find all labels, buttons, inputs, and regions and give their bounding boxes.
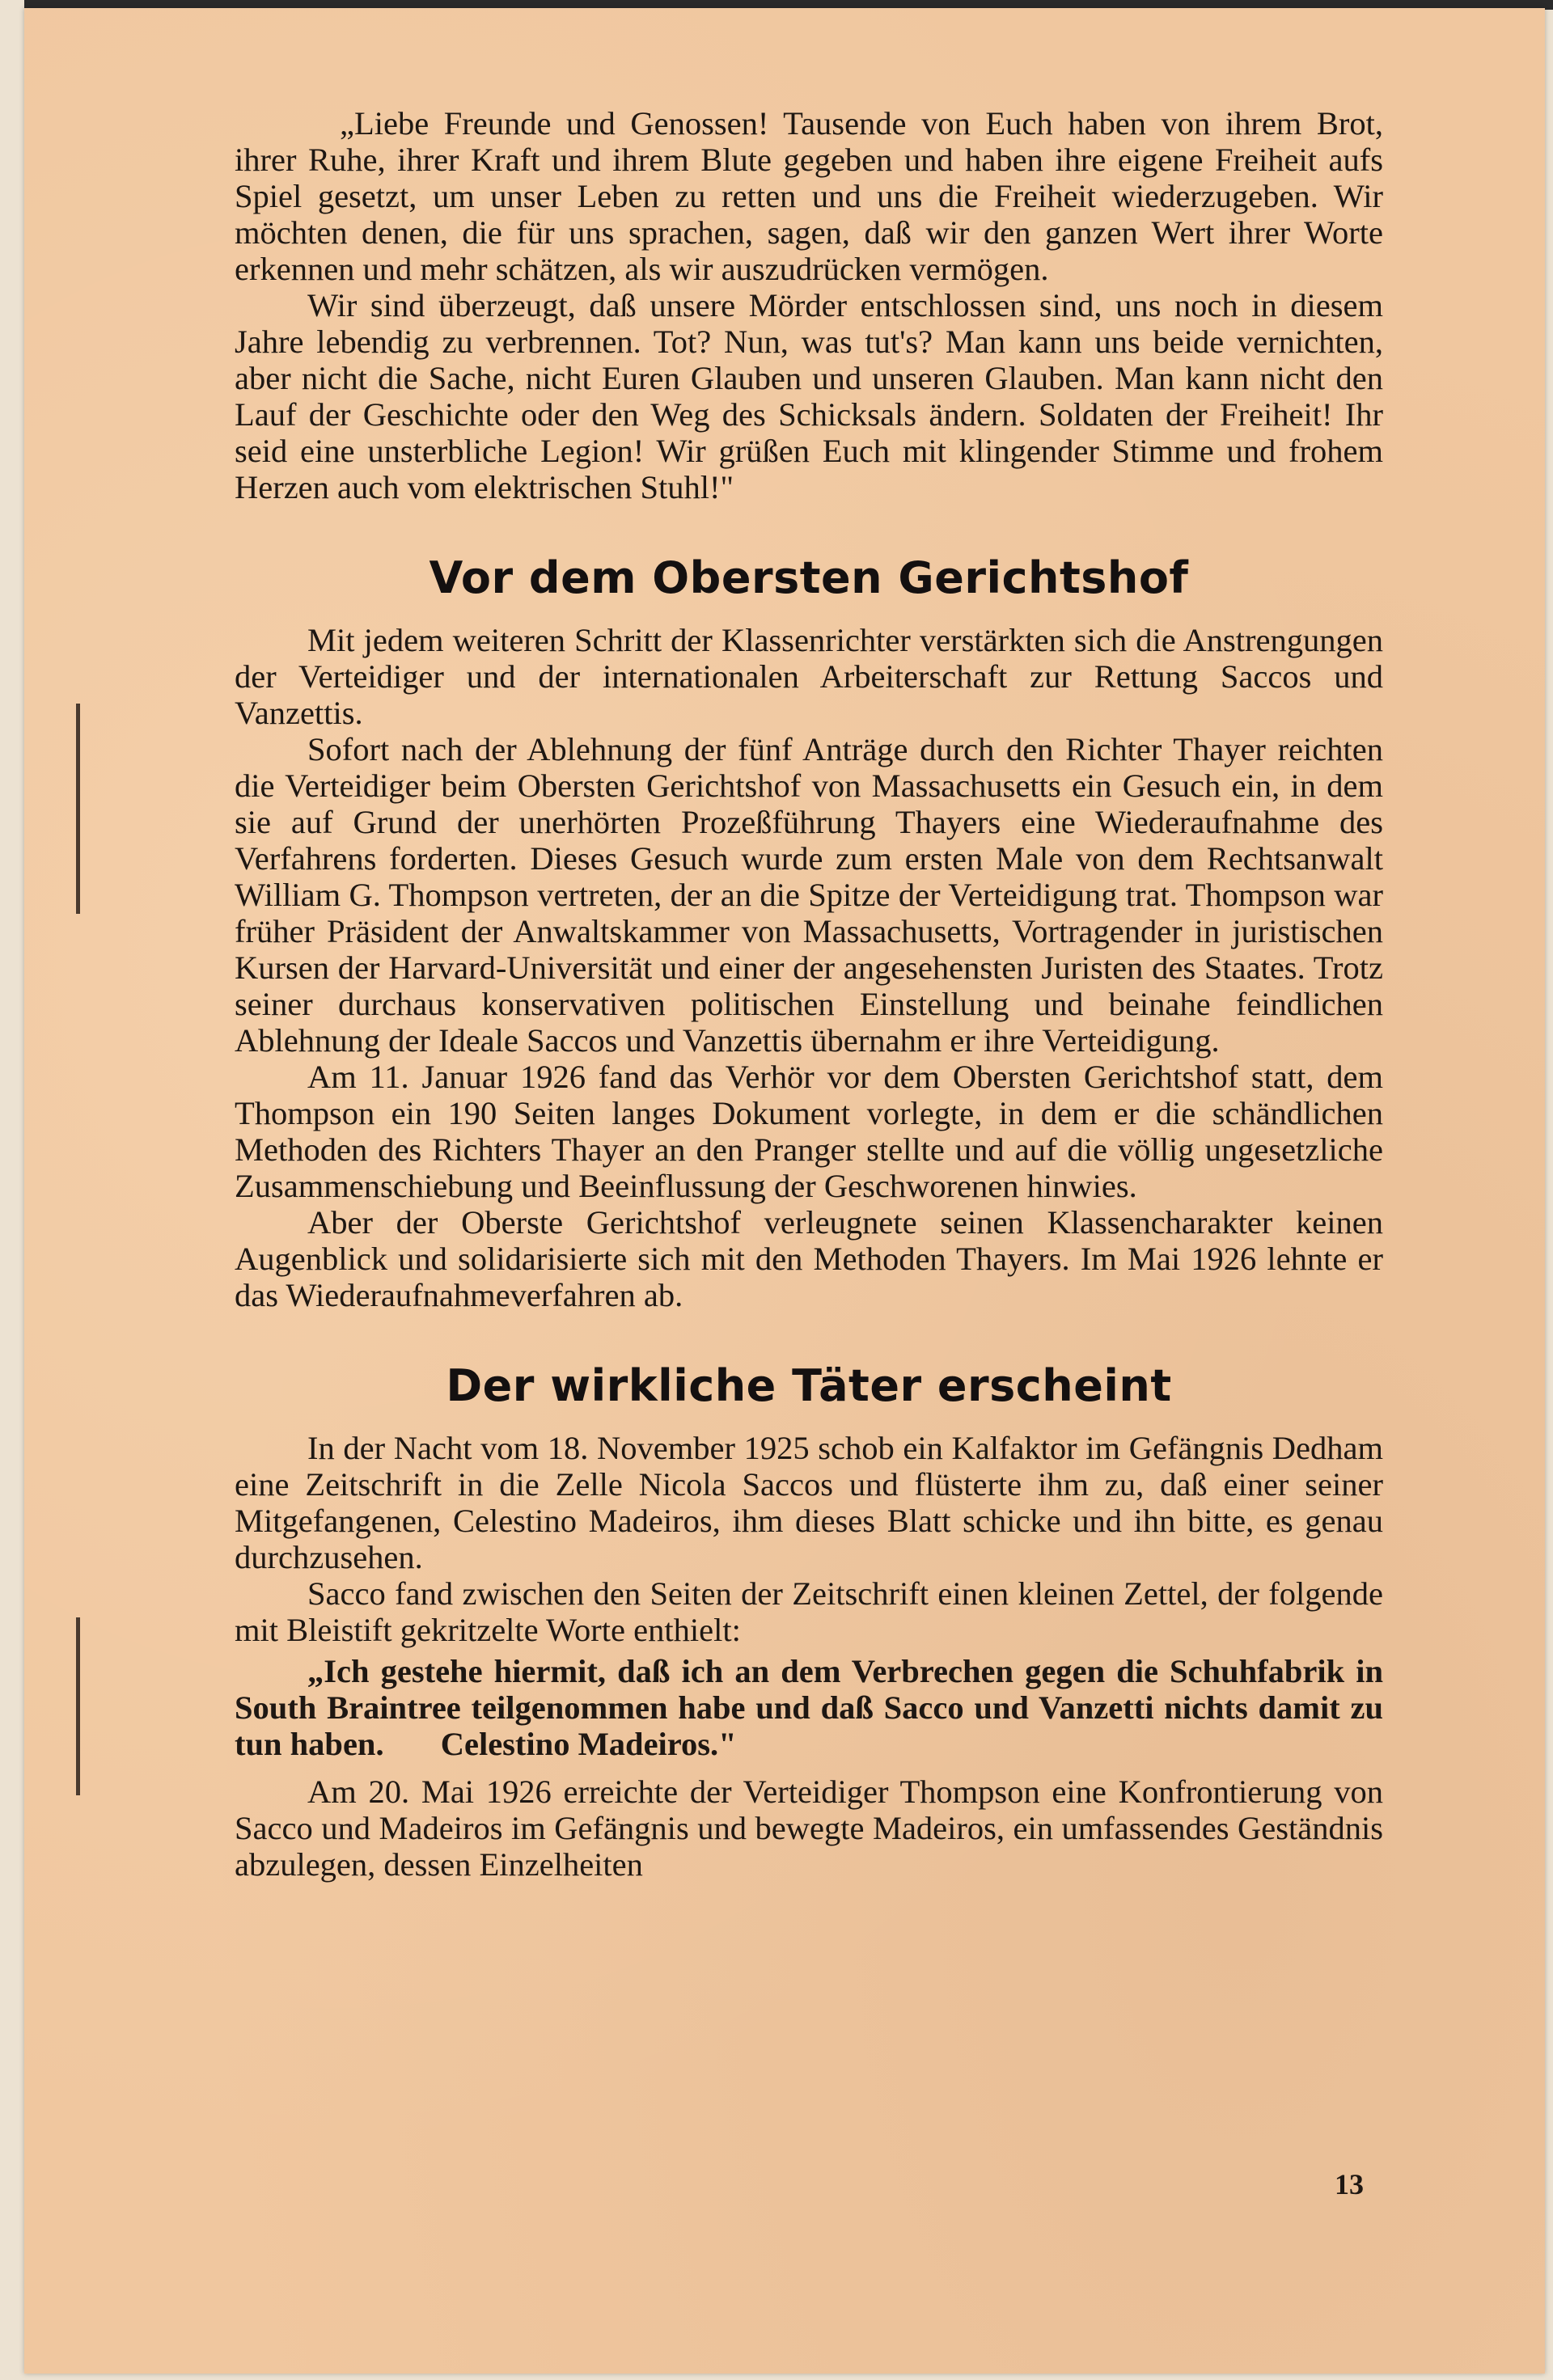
section2-paragraph-3: Am 20. Mai 1926 erreichte der Verteidiger Thompson eine Konfrontierung von Sacco und Madeiros im Gefängnis und bewegte Madeiros, ein umfassendes Geständnis abzulegen, dessen Einzelheiten [235, 1773, 1383, 1883]
section1-paragraph-1: Mit jedem weiteren Schritt der Klassenrichter verstärkten sich die Anstrengungen der Verteidiger und der internationalen Arbeiterschaft zur Rettung Saccos und Vanzettis. [235, 622, 1383, 731]
section1-paragraph-3: Am 11. Januar 1926 fand das Verhör vor dem Obersten Gerichtshof statt, dem Thompson ein 190 Seiten langes Dokument vorlegte, in dem er die schändlichen Methoden des Richters Thayer an den Pranger stellte und auf die völlig ungesetzliche Zusammenschiebung und Beeinflussung der Geschworenen hinwies. [235, 1059, 1383, 1204]
section-heading-real-culprit: Der wirkliche Täter erscheint [446, 1360, 1172, 1411]
page-text [235, 105, 1383, 1883]
confession-quote [235, 1653, 1383, 1762]
binding-thread-lower [76, 1617, 80, 1795]
section-heading-supreme-court: Vor dem Obersten Gerichtshof [429, 552, 1189, 603]
confession-signature: Celestino Madeiros." [440, 1726, 737, 1762]
confession-text: „Ich gestehe hiermit, daß ich an dem Verbrechen gegen die Schuhfabrik in South Braintree teilgenommen habe und daß Sacco und Vanzetti nichts damit zu tun haben. [235, 1653, 1383, 1762]
letter-paragraph-2: Wir sind überzeugt, daß unsere Mörder entschlossen sind, uns noch in diesem Jahre lebendig zu verbrennen. Tot? Nun, was tut's? Man kann uns beide vernichten, aber nicht die Sache, nicht Euren Glauben und unseren Glauben. Man kann nicht den Lauf der Geschichte oder den Weg des Schicksals ändern. Soldaten der Freiheit! Ihr seid eine unsterbliche Legion! Wir grüßen Euch mit klingender Stimme und frohem Herzen auch vom elektrischen Stuhl!" [235, 287, 1383, 505]
section1-paragraph-2: Sofort nach der Ablehnung der fünf Anträge durch den Richter Thayer reichten die Verteidiger beim Obersten Gerichtshof von Massachusetts ein Gesuch ein, in dem sie auf Grund der unerhörten Prozeßführung Thayers eine Wiederaufnahme des Verfahrens forderten. Dieses Gesuch wurde zum ersten Male von dem Rechtsanwalt William G. Thompson vertreten, der an die Spitze der Verteidigung trat. Thompson war früher Präsident der Anwaltskammer von Massachusetts, Vortragender in juristischen Kursen der Harvard-Universität und einer der angesehensten Juristen des Staates. Trotz seiner durchaus konservativen politischen Einstellung und beinahe feindlichen Ablehnung der Ideale Saccos und Vanzettis übernahm er ihre Verteidigung. [235, 731, 1383, 1059]
letter-paragraph-1: „Liebe Freunde und Genossen! Tausende von Euch haben von ihrem Brot, ihrer Ruhe, ihrer Kraft und ihrem Blute gegeben und haben ihre eigene Freiheit aufs Spiel gesetzt, um unser Leben zu retten und uns die Freiheit wiederzugeben. Wir möchten denen, die für uns sprachen, sagen, daß wir den ganzen Wert ihrer Worte erkennen und mehr schätzen, als wir auszudrücken vermögen. [235, 105, 1383, 287]
section2-paragraph-1: In der Nacht vom 18. November 1925 schob ein Kalfaktor im Gefängnis Dedham eine Zeitschrift in die Zelle Nicola Saccos und flüsterte ihm zu, daß einer seiner Mitgefangenen, Celestino Madeiros, ihm dieses Blatt schicke und ihn bitte, es genau durchzusehen. [235, 1430, 1383, 1575]
section1-paragraph-4: Aber der Oberste Gerichtshof verleugnete seinen Klassencharakter keinen Augenblick und solidarisierte sich mit den Methoden Thayers. Im Mai 1926 lehnte er das Wiederaufnahmeverfahren ab. [235, 1204, 1383, 1313]
binding-thread-upper [76, 704, 80, 914]
page-number: 13 [1335, 2168, 1364, 2200]
section2-paragraph-2: Sacco fand zwischen den Seiten der Zeitschrift einen kleinen Zettel, der folgende mit Bleistift gekritzelte Worte enthielt: [235, 1575, 1383, 1648]
